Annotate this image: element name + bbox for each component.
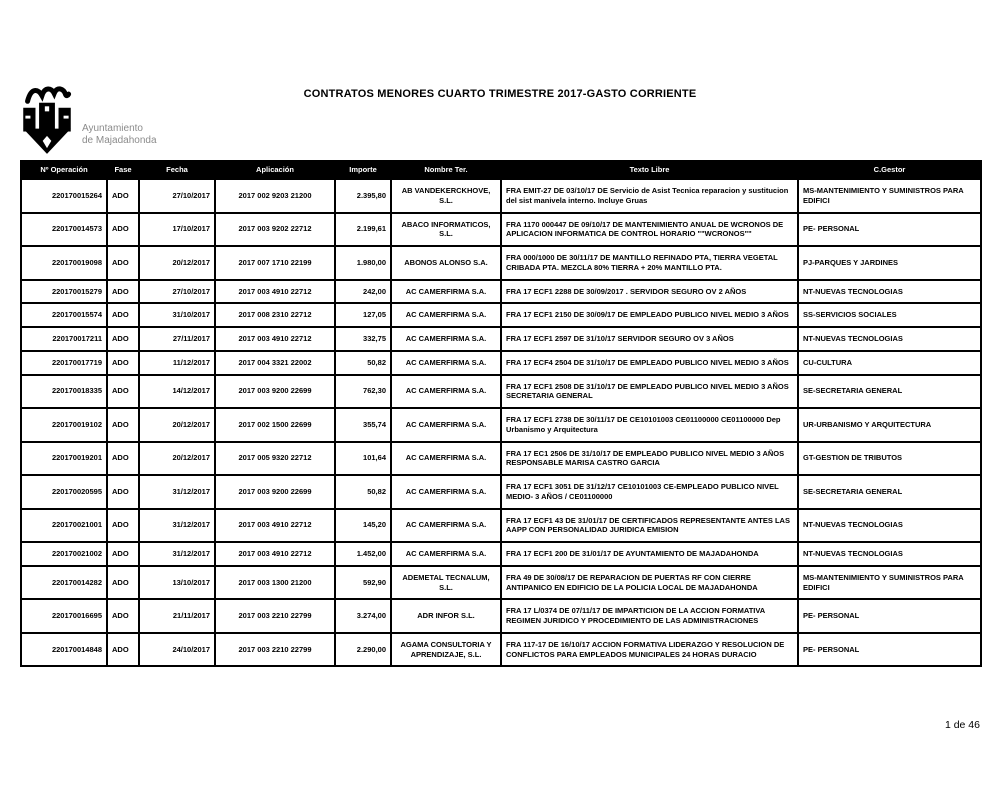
cell-operacion: 220170014848	[21, 633, 107, 667]
table-row	[21, 179, 981, 213]
cell-nombre: ABACO INFORMATICOS, S.L.	[391, 213, 501, 247]
cell-texto: FRA EMIT-27 DE 03/10/17 DE Servicio de Asist Tecnica reparacion y sustitucion del sist manivela interno. Incluye Gruas	[501, 179, 798, 213]
cell-operacion: 220170019098	[21, 246, 107, 280]
cell-gestor: SE-SECRETARIA GENERAL	[798, 375, 981, 409]
cell-nombre: AC CAMERFIRMA S.A.	[391, 442, 501, 476]
cell-texto: FRA 117-17 DE 16/10/17 ACCION FORMATIVA LIDERAZGO Y RESOLUCION DE CONFLICTOS PARA EMPLEADOS MUNICIPALES 24 HORAS DURACIO	[501, 633, 798, 667]
table-row	[21, 599, 981, 633]
cell-fase: ADO	[107, 599, 139, 633]
cell-nombre: AC CAMERFIRMA S.A.	[391, 542, 501, 566]
cell-operacion: 220170015264	[21, 179, 107, 213]
cell-fase: ADO	[107, 633, 139, 667]
cell-importe: 3.274,00	[335, 599, 391, 633]
cell-texto: FRA 1170 000447 DE 09/10/17 DE MANTENIMIENTO ANUAL DE WCRONOS DE APLICACION INFORMATICA DE CONTROL HORARIO ""WCRONOS""	[501, 213, 798, 247]
cell-fecha: 27/10/2017	[139, 280, 215, 304]
cell-operacion: 220170019102	[21, 408, 107, 442]
cell-nombre: ADR INFOR S.L.	[391, 599, 501, 633]
cell-aplicacion: 2017 002 1500 22699	[215, 408, 335, 442]
cell-gestor: CU-CULTURA	[798, 351, 981, 375]
cell-fecha: 20/12/2017	[139, 246, 215, 280]
cell-gestor: PE- PERSONAL	[798, 633, 981, 667]
cell-importe: 762,30	[335, 375, 391, 409]
cell-operacion: 220170020595	[21, 475, 107, 509]
cell-texto: FRA 000/1000 DE 30/11/17 DE MANTILLO REFINADO PTA, TIERRA VEGETAL CRIBADA PTA. MEZCLA 80% TIERRA + 20% MANTILLO PTA.	[501, 246, 798, 280]
cell-importe: 2.199,61	[335, 213, 391, 247]
org-name-line1: Ayuntamiento	[82, 123, 143, 134]
org-name-line2: de Majadahonda	[82, 134, 157, 146]
cell-importe: 2.290,00	[335, 633, 391, 667]
cell-fecha: 27/10/2017	[139, 179, 215, 213]
cell-gestor: UR-URBANISMO Y ARQUITECTURA	[798, 408, 981, 442]
cell-operacion: 220170018335	[21, 375, 107, 409]
cell-nombre: ABONOS ALONSO S.A.	[391, 246, 501, 280]
cell-aplicacion: 2017 003 4910 22712	[215, 327, 335, 351]
cell-operacion: 220170021002	[21, 542, 107, 566]
cell-fecha: 31/12/2017	[139, 475, 215, 509]
cell-nombre: AGAMA CONSULTORIA Y APRENDIZAJE, S.L.	[391, 633, 501, 667]
cell-fase: ADO	[107, 179, 139, 213]
cell-gestor: NT-NUEVAS TECNOLOGIAS	[798, 327, 981, 351]
cell-texto: FRA 17 ECF1 200 DE 31/01/17 DE AYUNTAMIENTO DE MAJADAHONDA	[501, 542, 798, 566]
cell-importe: 2.395,80	[335, 179, 391, 213]
cell-nombre: AB VANDEKERCKHOVE, S.L.	[391, 179, 501, 213]
cell-fase: ADO	[107, 442, 139, 476]
cell-gestor: MS-MANTENIMIENTO Y SUMINISTROS PARA EDIFICI	[798, 179, 981, 213]
table-row	[21, 246, 981, 280]
cell-fase: ADO	[107, 408, 139, 442]
cell-importe: 50,82	[335, 351, 391, 375]
cell-importe: 242,00	[335, 280, 391, 304]
table-body	[21, 179, 981, 666]
cell-importe: 101,64	[335, 442, 391, 476]
cell-gestor: PE- PERSONAL	[798, 213, 981, 247]
cell-aplicacion: 2017 003 4910 22712	[215, 542, 335, 566]
table-row	[21, 327, 981, 351]
table-header-row	[21, 161, 981, 179]
cell-fecha: 20/12/2017	[139, 442, 215, 476]
table-row	[21, 633, 981, 667]
cell-aplicacion: 2017 007 1710 22199	[215, 246, 335, 280]
cell-gestor: NT-NUEVAS TECNOLOGIAS	[798, 542, 981, 566]
cell-texto: FRA 49 DE 30/08/17 DE REPARACION DE PUERTAS RF CON CIERRE ANTIPANICO EN EDIFICIO DE LA POLICIA LOCAL DE MAJADAHONDA	[501, 566, 798, 600]
cell-aplicacion: 2017 003 1300 21200	[215, 566, 335, 600]
org-name	[82, 123, 157, 156]
cell-fase: ADO	[107, 213, 139, 247]
cell-nombre: AC CAMERFIRMA S.A.	[391, 475, 501, 509]
cell-aplicacion: 2017 005 9320 22712	[215, 442, 335, 476]
cell-importe: 145,20	[335, 509, 391, 543]
cell-fase: ADO	[107, 475, 139, 509]
table-row	[21, 566, 981, 600]
cell-gestor: GT-GESTION DE TRIBUTOS	[798, 442, 981, 476]
cell-fecha: 31/12/2017	[139, 509, 215, 543]
cell-importe: 127,05	[335, 303, 391, 327]
cell-fase: ADO	[107, 351, 139, 375]
contracts-table	[20, 160, 982, 667]
cell-aplicacion: 2017 002 9203 21200	[215, 179, 335, 213]
cell-aplicacion: 2017 004 3321 22002	[215, 351, 335, 375]
cell-texto: FRA 17 ECF1 2508 DE 31/10/17 DE EMPLEADO PUBLICO NIVEL MEDIO 3 AÑOS SECRETARIA GENERAL	[501, 375, 798, 409]
cell-fase: ADO	[107, 375, 139, 409]
cell-nombre: AC CAMERFIRMA S.A.	[391, 280, 501, 304]
column-header-gestor: C.Gestor	[798, 161, 981, 179]
cell-gestor: MS-MANTENIMIENTO Y SUMINISTROS PARA EDIFICI	[798, 566, 981, 600]
cell-gestor: PJ-PARQUES Y JARDINES	[798, 246, 981, 280]
table-row	[21, 375, 981, 409]
cell-operacion: 220170015279	[21, 280, 107, 304]
table-row	[21, 351, 981, 375]
cell-texto: FRA 17 ECF1 3051 DE 31/12/17 CE10101003 CE-EMPLEADO PUBLICO NIVEL MEDIO- 3 AÑOS / CE01100000	[501, 475, 798, 509]
cell-fecha: 13/10/2017	[139, 566, 215, 600]
cell-importe: 592,90	[335, 566, 391, 600]
cell-operacion: 220170014573	[21, 213, 107, 247]
cell-importe: 1.452,00	[335, 542, 391, 566]
cell-importe: 50,82	[335, 475, 391, 509]
cell-gestor: SE-SECRETARIA GENERAL	[798, 475, 981, 509]
column-header-operacion: Nº Operación	[21, 161, 107, 179]
table-row	[21, 509, 981, 543]
cell-gestor: NT-NUEVAS TECNOLOGIAS	[798, 280, 981, 304]
cell-texto: FRA 17 ECF1 2150 DE 30/09/17 DE EMPLEADO PUBLICO NIVEL MEDIO 3 AÑOS	[501, 303, 798, 327]
table-row	[21, 280, 981, 304]
cell-importe: 1.980,00	[335, 246, 391, 280]
page-number: 1 de 46	[944, 719, 980, 731]
cell-fecha: 31/12/2017	[139, 542, 215, 566]
cell-aplicacion: 2017 003 2210 22799	[215, 633, 335, 667]
cell-fase: ADO	[107, 566, 139, 600]
cell-nombre: AC CAMERFIRMA S.A.	[391, 509, 501, 543]
cell-nombre: AC CAMERFIRMA S.A.	[391, 351, 501, 375]
cell-operacion: 220170015574	[21, 303, 107, 327]
page-title: CONTRATOS MENORES CUARTO TRIMESTRE 2017-GASTO CORRIENTE	[303, 88, 697, 100]
cell-operacion: 220170014282	[21, 566, 107, 600]
cell-aplicacion: 2017 003 9202 22712	[215, 213, 335, 247]
cell-fecha: 27/11/2017	[139, 327, 215, 351]
cell-fecha: 20/12/2017	[139, 408, 215, 442]
cell-texto: FRA 17 EC1 2506 DE 31/10/17 DE EMPLEADO PUBLICO NIVEL MEDIO 3 AÑOS RESPONSABLE MARISA CASTRO GARCIA	[501, 442, 798, 476]
cell-operacion: 220170017719	[21, 351, 107, 375]
cell-nombre: AC CAMERFIRMA S.A.	[391, 375, 501, 409]
cell-importe: 332,75	[335, 327, 391, 351]
table-row	[21, 542, 981, 566]
column-header-importe: Importe	[335, 161, 391, 179]
cell-gestor: SS-SERVICIOS SOCIALES	[798, 303, 981, 327]
cell-aplicacion: 2017 003 9200 22699	[215, 475, 335, 509]
cell-aplicacion: 2017 003 2210 22799	[215, 599, 335, 633]
column-header-aplicacion: Aplicación	[215, 161, 335, 179]
cell-fecha: 31/10/2017	[139, 303, 215, 327]
table-row	[21, 213, 981, 247]
cell-operacion: 220170021001	[21, 509, 107, 543]
table-row	[21, 442, 981, 476]
cell-fase: ADO	[107, 542, 139, 566]
cell-operacion: 220170016695	[21, 599, 107, 633]
cell-fecha: 11/12/2017	[139, 351, 215, 375]
cell-fecha: 21/11/2017	[139, 599, 215, 633]
column-header-fecha: Fecha	[139, 161, 215, 179]
cell-nombre: ADEMETAL TECNALUM, S.L.	[391, 566, 501, 600]
cell-aplicacion: 2017 003 4910 22712	[215, 509, 335, 543]
cell-gestor: PE- PERSONAL	[798, 599, 981, 633]
table-row	[21, 475, 981, 509]
cell-texto: FRA 17 ECF1 2597 DE 31/10/17 SERVIDOR SEGURO OV 3 AÑOS	[501, 327, 798, 351]
cell-texto: FRA 17 ECF4 2504 DE 31/10/17 DE EMPLEADO PUBLICO NIVEL MEDIO 3 AÑOS	[501, 351, 798, 375]
cell-aplicacion: 2017 003 4910 22712	[215, 280, 335, 304]
cell-texto: FRA 17 L/0374 DE 07/11/17 DE IMPARTICION DE LA ACCION FORMATIVA REGIMEN JURIDICO Y PROCEDIMIENTO DE LAS ADMINISTRACIONES	[501, 599, 798, 633]
cell-nombre: AC CAMERFIRMA S.A.	[391, 327, 501, 351]
cell-operacion: 220170019201	[21, 442, 107, 476]
cell-fecha: 14/12/2017	[139, 375, 215, 409]
cell-texto: FRA 17 ECF1 2738 DE 30/11/17 DE CE10101003 CE01100000 CE01100000 Dep Urbanismo y Arquitectura	[501, 408, 798, 442]
table-row	[21, 303, 981, 327]
column-header-fase: Fase	[107, 161, 139, 179]
cell-operacion: 220170017211	[21, 327, 107, 351]
table-row	[21, 408, 981, 442]
cell-fase: ADO	[107, 246, 139, 280]
cell-fase: ADO	[107, 303, 139, 327]
column-header-nombre: Nombre Ter.	[391, 161, 501, 179]
cell-texto: FRA 17 ECF1 2288 DE 30/09/2017 . SERVIDOR SEGURO OV 2 AÑOS	[501, 280, 798, 304]
column-header-texto: Texto Libre	[501, 161, 798, 179]
cell-fase: ADO	[107, 327, 139, 351]
cell-fase: ADO	[107, 280, 139, 304]
cell-fecha: 17/10/2017	[139, 213, 215, 247]
cell-gestor: NT-NUEVAS TECNOLOGIAS	[798, 509, 981, 543]
cell-aplicacion: 2017 008 2310 22712	[215, 303, 335, 327]
cell-aplicacion: 2017 003 9200 22699	[215, 375, 335, 409]
cell-fecha: 24/10/2017	[139, 633, 215, 667]
cell-importe: 355,74	[335, 408, 391, 442]
cell-nombre: AC CAMERFIRMA S.A.	[391, 408, 501, 442]
cell-fase: ADO	[107, 509, 139, 543]
cell-nombre: AC CAMERFIRMA S.A.	[391, 303, 501, 327]
cell-texto: FRA 17 ECF1 43 DE 31/01/17 DE CERTIFICADOS REPRESENTANTE ANTES LAS AAPP CON PERSONALIDAD JURIDICA EMISION	[501, 509, 798, 543]
